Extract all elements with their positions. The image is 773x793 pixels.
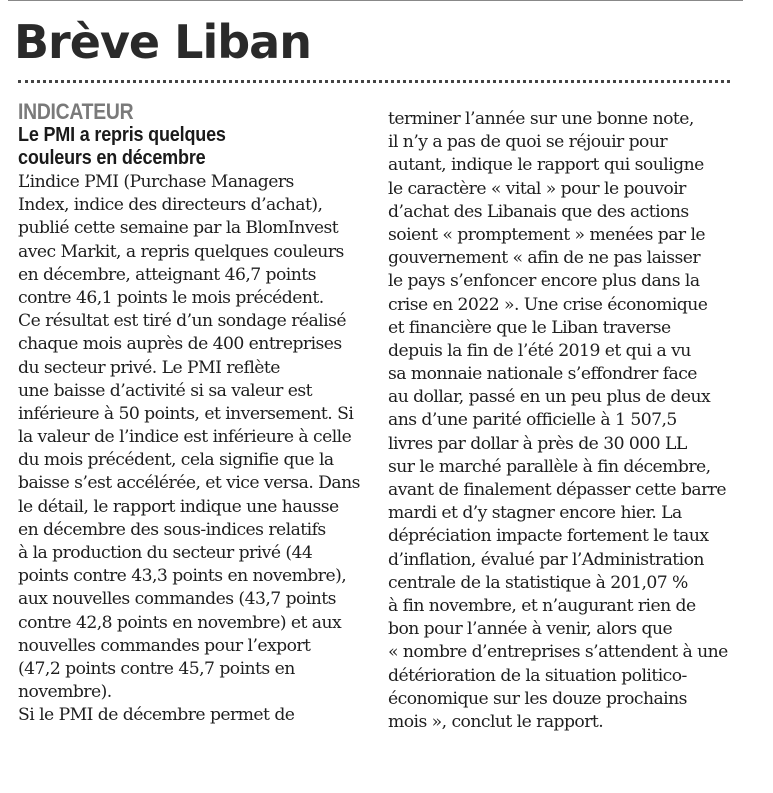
body-line: en décembre des sous-indices relatifs	[18, 519, 326, 540]
body-line: depuis la fin de l’été 2019 et qui a vu	[388, 340, 691, 361]
body-line: la valeur de l’indice est inférieure à celle	[18, 427, 352, 448]
body-line: baisse s’est accélérée, et vice versa. Dans	[18, 473, 360, 494]
body-line: soient « promptement » menées par le	[388, 224, 706, 245]
body-line: terminer l’année sur une bonne note,	[388, 109, 694, 129]
body-line: autant, indique le rapport qui souligne	[388, 155, 704, 176]
body-line: contre 46,1 points le mois précédent.	[18, 287, 324, 308]
body-line: mois », conclut le rapport.	[388, 711, 604, 732]
body-line: à la production du secteur privé (44	[18, 543, 313, 563]
body-line: et financière que le Liban traverse	[388, 317, 671, 338]
rubric-title: Brève Liban	[14, 15, 311, 69]
body-line: publié cette semaine par la BlomInvest	[18, 218, 339, 239]
article-column-left	[18, 100, 368, 728]
body-line: sur le marché parallèle à fin décembre,	[388, 456, 711, 477]
body-line: chaque mois auprès de 400 entreprises	[18, 334, 342, 355]
body-line: contre 42,8 points en novembre) et aux	[18, 612, 342, 633]
body-line: dépréciation impacte fortement le taux	[388, 526, 709, 547]
body-line: il n’y a pas de quoi se réjouir pour	[388, 132, 668, 153]
article-kicker: INDICATEUR	[18, 99, 134, 124]
body-line: le détail, le rapport indique une hausse	[18, 496, 339, 517]
headline-line: couleurs en décembre	[18, 147, 206, 169]
body-line: en décembre, atteignant 46,7 points	[18, 264, 316, 285]
body-line: points contre 43,3 points en novembre),	[18, 566, 347, 587]
body-line: aux nouvelles commandes (43,7 points	[18, 589, 336, 610]
body-line: une baisse d’activité si sa valeur est	[18, 380, 312, 401]
body-line: économique sur les douze prochains	[388, 688, 687, 709]
body-line: (47,2 points contre 45,7 points en	[18, 658, 295, 679]
body-line: crise en 2022 ». Une crise économique	[388, 294, 708, 315]
body-line: Ce résultat est tiré d’un sondage réalisé	[18, 311, 346, 332]
body-line: inférieure à 50 points, et inversement. Si	[18, 403, 354, 424]
article-column-right	[388, 108, 738, 734]
headline-line: Le PMI a repris quelques	[18, 124, 226, 146]
body-line: bon pour l’année à venir, alors que	[388, 619, 673, 640]
body-line: avant de finalement dépasser cette barre	[388, 480, 727, 500]
body-line: mardi et d’y stagner encore hier. La	[388, 503, 682, 524]
body-line: d’achat des Libanais que des actions	[388, 201, 689, 222]
body-line: au dollar, passé en un peu plus de deux	[388, 387, 711, 408]
top-rule	[8, 0, 743, 1]
body-line: Si le PMI de décembre permet de	[18, 705, 295, 726]
body-line: du secteur privé. Le PMI reflète	[18, 357, 280, 378]
body-line: le caractère « vital » pour le pouvoir	[388, 178, 686, 199]
body-line: le pays s’enfoncer encore plus dans la	[388, 271, 700, 292]
body-line: « nombre d’entreprises s’attendent à une	[388, 642, 728, 663]
body-line: du mois précédent, cela signifie que la	[18, 450, 334, 471]
body-line: livres par dollar à près de 30 000 LL	[388, 433, 687, 454]
body-line: Index, indice des directeurs d’achat),	[18, 195, 323, 216]
body-line: d’inflation, évalué par l’Administration	[388, 549, 704, 570]
body-line: centrale de la statistique à 201,07 %	[388, 572, 688, 593]
body-line: sa monnaie nationale s’effondrer face	[388, 364, 697, 385]
right-body	[388, 108, 738, 734]
body-line: à fin novembre, et n’augurant rien de	[388, 595, 696, 616]
body-line: gouvernement « afin de ne pas laisser	[388, 248, 701, 269]
body-line: nouvelles commandes pour l’export	[18, 635, 311, 656]
body-line: avec Markit, a repris quelques couleurs	[18, 241, 344, 262]
body-line: ans d’une parité officielle à 1 507,5	[388, 410, 677, 431]
body-line: détérioration de la situation politico-	[388, 665, 687, 686]
body-line: novembre).	[18, 682, 112, 703]
left-body	[18, 171, 368, 728]
dotted-separator	[18, 80, 730, 83]
article-headline	[18, 124, 368, 170]
body-line: L’indice PMI (Purchase Managers	[18, 172, 294, 192]
